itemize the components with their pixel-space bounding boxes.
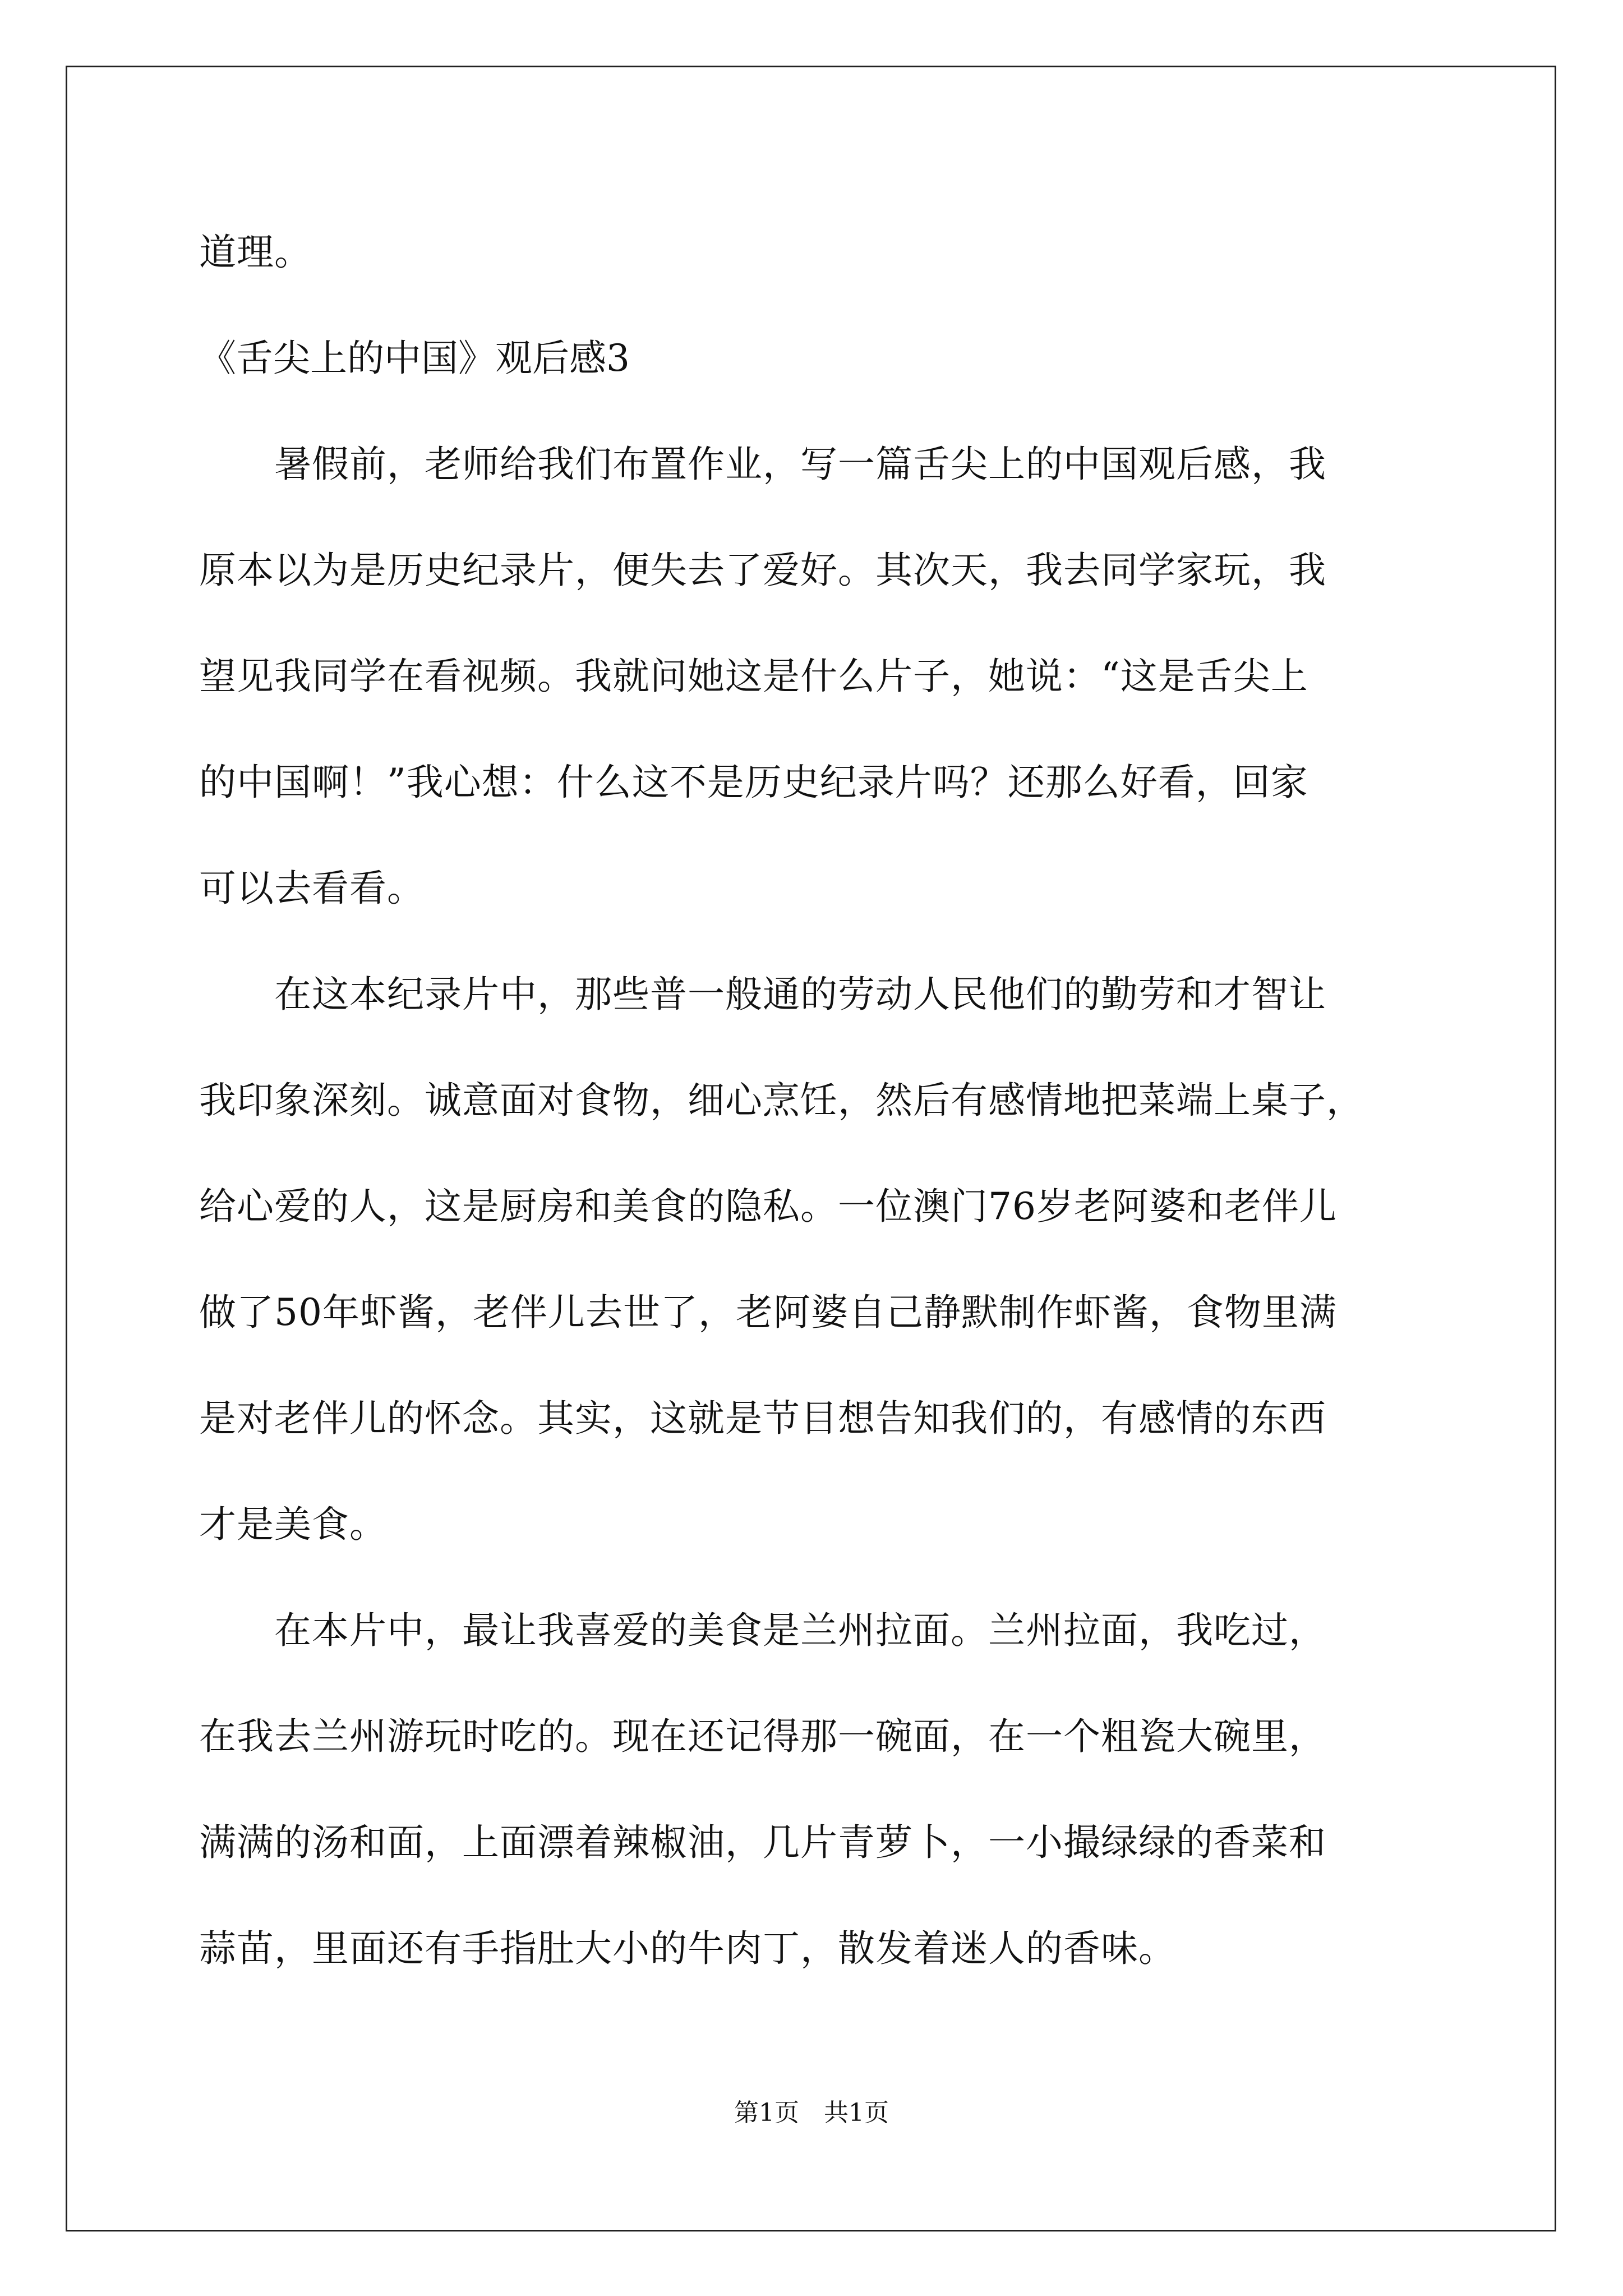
text-line: 道理。 (199, 231, 312, 274)
document-body (199, 210, 1433, 2013)
text-line: 在这本纪录片中，那些普一般通的劳动人民他们的勤劳和才智让 (199, 973, 1326, 1016)
text-line: 给心爱的人，这是厨房和美食的隐私。一位澳门76岁老阿婆和老伴儿 (199, 1185, 1337, 1228)
text-line: 在我去兰州游玩时吃的。现在还记得那一碗面，在一个粗瓷大碗里， (199, 1715, 1326, 1758)
text-line: 我印象深刻。诚意面对食物，细心烹饪，然后有感情地把菜端上桌子， (199, 1079, 1364, 1122)
text-line: 才是美食。 (199, 1503, 387, 1546)
text-line: 做了50年虾酱，老伴儿去世了，老阿婆自己静默制作虾酱，食物里满 (199, 1291, 1337, 1334)
text-line: 满满的汤和面，上面漂着辣椒油，几片青萝卜，一小撮绿绿的香菜和 (199, 1821, 1326, 1864)
text-line: 原本以为是历史纪录片，便失去了爱好。其次天，我去同学家玩，我 (199, 549, 1326, 592)
text-line: 的中国啊！”我心想：什么这不是历史纪录片吗？还那么好看，回家 (199, 761, 1308, 804)
text-line: 蒜苗，里面还有手指肚大小的牛肉丁，散发着迷人的香味。 (199, 1927, 1176, 1970)
page-footer: 第1页 共1页 (734, 2099, 889, 2127)
text-line: 可以去看看。 (199, 867, 425, 910)
text-line: 暑假前，老师给我们布置作业，写一篇舌尖上的中国观后感，我 (199, 443, 1326, 486)
section-title: 《舌尖上的中国》观后感3 (199, 337, 630, 380)
text-line: 在本片中，最让我喜爱的美食是兰州拉面。兰州拉面，我吃过， (199, 1609, 1326, 1652)
text-line: 是对老伴儿的怀念。其实，这就是节目想告知我们的，有感情的东西 (199, 1397, 1326, 1440)
text-line: 望见我同学在看视频。我就问她这是什么片子，她说：“这是舌尖上 (199, 655, 1308, 698)
